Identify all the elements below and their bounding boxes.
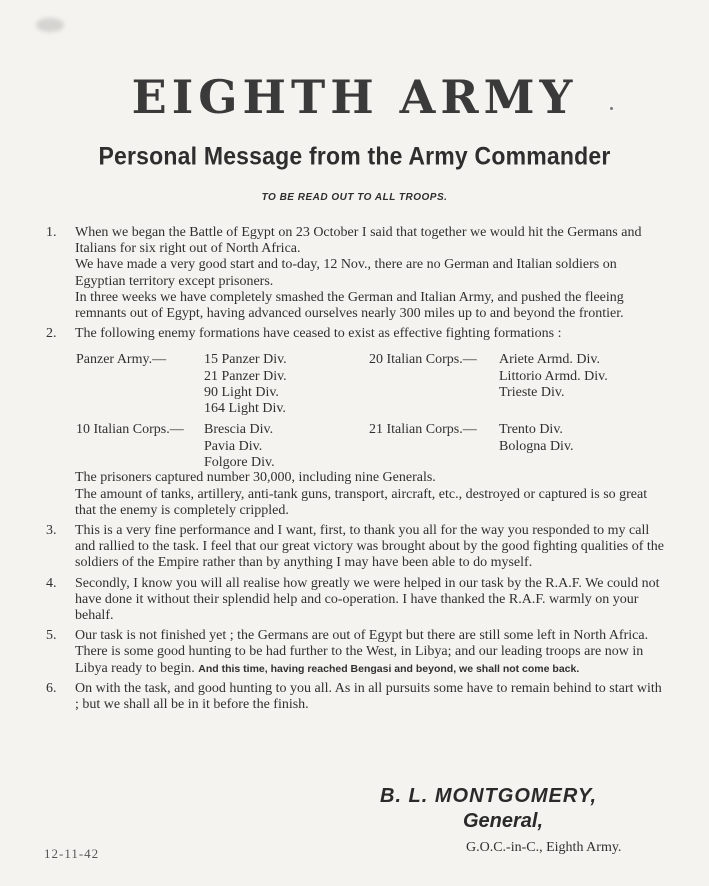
paragraph-6 bbox=[46, 681, 666, 713]
paragraph-2-continued bbox=[46, 470, 666, 519]
paragraph-2 bbox=[46, 326, 666, 342]
formation-group-units bbox=[499, 352, 608, 401]
formation-unit: Ariete Armd. Div. bbox=[499, 352, 600, 368]
signature-rank: General, bbox=[463, 810, 544, 832]
formation-unit: Trieste Div. bbox=[499, 384, 565, 400]
formation-unit: 164 Light Div. bbox=[204, 401, 286, 417]
paragraph-text: We have made a very good start and to-day, 12 Nov., there are no German and Italian soldiers on Egyptian territory except prisoners. bbox=[75, 257, 617, 289]
formation-unit: 21 Panzer Div. bbox=[204, 368, 287, 384]
formation-group-units bbox=[499, 422, 574, 454]
message-body bbox=[46, 225, 666, 717]
paragraph-text: The following enemy formations have ceased to exist as effective fighting formations : bbox=[75, 326, 562, 342]
ink-smudge bbox=[36, 18, 64, 32]
paragraph-number: 1. bbox=[46, 225, 57, 240]
formation-unit: 15 Panzer Div. bbox=[204, 352, 287, 368]
paragraph-text bbox=[75, 628, 666, 677]
formation-group-units bbox=[204, 352, 287, 417]
paragraph-number: 5. bbox=[46, 628, 57, 644]
read-out-instruction: TO BE READ OUT TO ALL TROOPS. bbox=[261, 192, 448, 203]
paragraph-text: In three weeks we have completely smashed the German and Italian Army, and pushed the fleeing remnants out of Egypt, having advanced ourselves nearly 300 miles up to and beyond the frontier. bbox=[75, 289, 624, 322]
document-title: EIGHTH ARMY bbox=[131, 70, 578, 124]
document-date: 12-11-42 bbox=[44, 846, 100, 861]
paragraph-number: 6. bbox=[46, 680, 57, 696]
formation-unit: Folgore Div. bbox=[204, 454, 275, 470]
formation-unit: Trento Div. bbox=[499, 422, 563, 438]
paragraph-number: 3. bbox=[46, 523, 57, 539]
paragraph-number: 2. bbox=[46, 326, 57, 342]
formation-group-label: 21 Italian Corps.— bbox=[369, 422, 477, 438]
formation-group-units bbox=[204, 422, 275, 471]
document-subtitle: Personal Message from the Army Commander bbox=[98, 141, 611, 170]
paragraph-emphasis: And this time, having reached Bengasi and beyond, we shall not come back. bbox=[198, 662, 580, 675]
paragraph-4 bbox=[46, 576, 666, 625]
signature-post: G.O.C.-in-C., Eighth Army. bbox=[466, 840, 622, 855]
formation-unit: Bologna Div. bbox=[499, 438, 574, 454]
paragraph-text: The amount of tanks, artillery, anti-tank guns, transport, aircraft, etc., destroyed or captured is so great that the enemy is completely crippled. bbox=[75, 486, 648, 518]
enemy-formations-list bbox=[46, 346, 666, 470]
paragraph-text: This is a very fine performance and I want, first, to thank you all for the way you responded to my call and rallied to the task. I feel that our great victory was brought about by the good fighting qualities of the soldiers of the Empire rather than by anything I may have been able to do myself. bbox=[75, 523, 665, 571]
formation-unit: 90 Light Div. bbox=[204, 384, 279, 400]
paragraph-1 bbox=[46, 225, 666, 322]
formation-unit: Brescia Div. bbox=[204, 422, 274, 438]
paragraph-number: 4. bbox=[46, 575, 57, 591]
paragraph-3 bbox=[46, 523, 666, 572]
formation-unit: Pavia Div. bbox=[204, 438, 263, 454]
paragraph-text: Secondly, I know you will all realise how greatly we were helped in our task by the R.A.F. We could not have done it without their splendid help and co-operation. I have thanked the R.A.F. warmly on your behalf. bbox=[75, 575, 660, 624]
formation-unit: Littorio Armd. Div. bbox=[499, 368, 608, 384]
signature-name: B. L. MONTGOMERY, bbox=[380, 785, 598, 807]
paragraph-5 bbox=[46, 628, 666, 677]
paragraph-text: On with the task, and good hunting to you all. As in all pursuits some have to remain behind to start with ; but we shall all be in it before the finish. bbox=[75, 680, 662, 713]
formation-group-label: 10 Italian Corps.— bbox=[76, 422, 184, 438]
formation-group-label: Panzer Army.— bbox=[76, 352, 167, 368]
paragraph-main-text: Our task is not finished yet ; the Germans are out of Egypt but there are still some left in North Africa. There is some good hunting to be had further to the West, in Libya; and our leading troops are now in Libya ready to begin. bbox=[75, 628, 649, 676]
formation-group-label: 20 Italian Corps.— bbox=[369, 352, 477, 368]
paragraph-text: When we began the Battle of Egypt on 23 October I said that together we would hit the Germans and Italians for six right out of North Africa. bbox=[75, 225, 642, 257]
paragraph-text: The prisoners captured number 30,000, including nine Generals. bbox=[75, 470, 436, 486]
